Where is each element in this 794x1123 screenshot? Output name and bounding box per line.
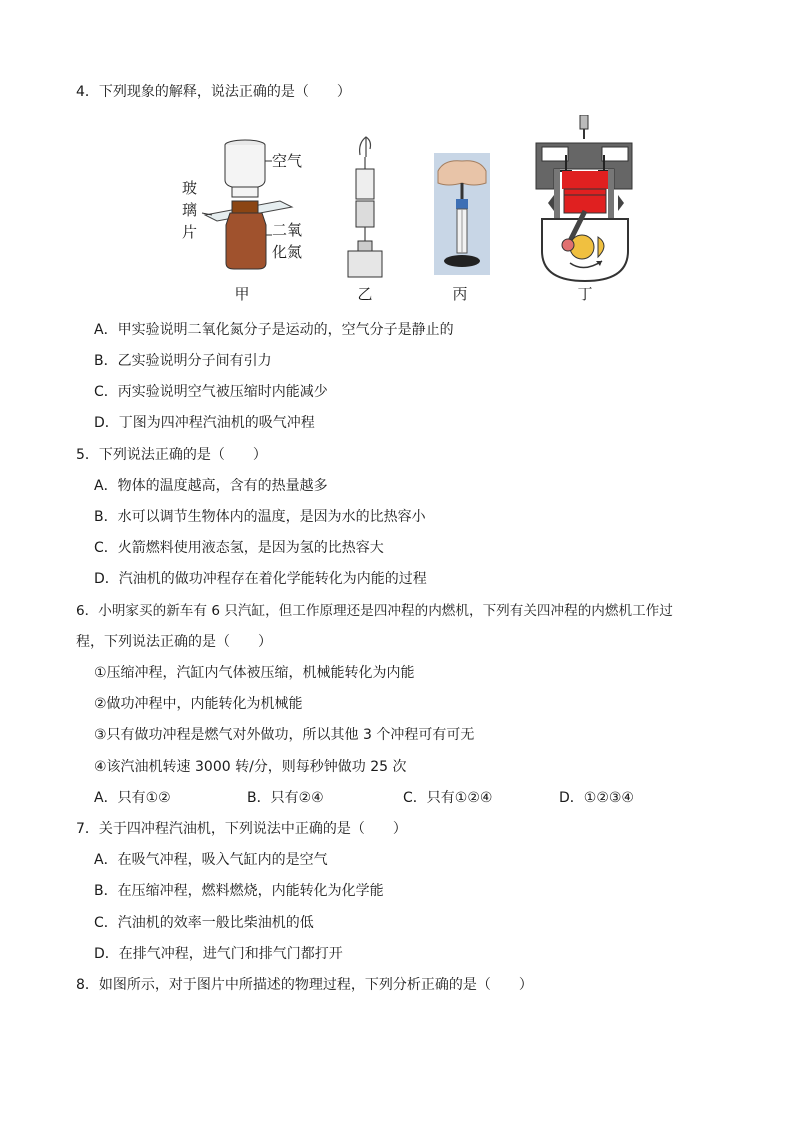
figure-yi (340, 135, 390, 280)
q6-option-c: C．只有①②④ (403, 790, 493, 806)
caption-jia: 甲 (234, 285, 250, 303)
label-no2-2: 化氮 (272, 243, 303, 261)
label-glass-1: 玻 (182, 179, 198, 197)
q6-option-d: D．①②③④ (559, 790, 634, 806)
label-air: 空气 (272, 152, 303, 170)
q7-option-a: A．在吸气冲程，吸入气缸内的是空气 (94, 852, 328, 868)
q4-option-a: A．甲实验说明二氧化氮分子是运动的，空气分子是静止的 (94, 322, 454, 338)
q8-stem: 8．如图所示，对于图片中所描述的物理过程，下列分析正确的是（ ） (76, 977, 533, 993)
q7-option-d: D．在排气冲程，进气门和排气门都打开 (94, 946, 343, 962)
q6-statement-3: ③只有做功冲程是燃气对外做功，所以其他 3 个冲程可有可无 (94, 727, 475, 743)
q6-stem-line1: 6．小明家买的新车有 6 只汽缸，但工作原理还是四冲程的内燃机，下列有关四冲程的内燃机工作过 (76, 603, 673, 619)
label-glass-3: 片 (182, 223, 198, 241)
q7-option-b: B．在压缩冲程，燃料燃烧，内能转化为化学能 (94, 883, 384, 899)
caption-ding: 丁 (577, 285, 593, 303)
figure-bing (434, 153, 490, 275)
q4-stem: 4．下列现象的解释，说法正确的是（ ） (76, 84, 351, 100)
figure-jia (180, 135, 320, 285)
q6-statement-4: ④该汽油机转速 3000 转/分，则每秒钟做功 25 次 (94, 759, 407, 775)
q6-statement-1: ①压缩冲程，汽缸内气体被压缩，机械能转化为内能 (94, 665, 415, 681)
label-glass-2: 璃 (182, 201, 198, 219)
q4-option-b: B．乙实验说明分子间有引力 (94, 353, 272, 369)
air-compression-syringe-illustration (434, 153, 490, 275)
label-no2-1: 二氧 (272, 221, 303, 239)
q6-option-a: A．只有①② (94, 790, 171, 806)
q5-stem: 5．下列说法正确的是（ ） (76, 447, 267, 463)
four-stroke-engine-illustration (532, 115, 640, 285)
figure-ding (532, 115, 640, 285)
q4-option-c: C．丙实验说明空气被压缩时内能减少 (94, 384, 328, 400)
q7-option-c: C．汽油机的效率一般比柴油机的低 (94, 915, 314, 931)
q4-option-d: D．丁图为四冲程汽油机的吸气冲程 (94, 415, 315, 431)
caption-yi: 乙 (357, 285, 373, 303)
q6-statement-2: ②做功冲程中，内能转化为机械能 (94, 696, 303, 712)
q7-stem: 7．关于四冲程汽油机，下列说法中正确的是（ ） (76, 821, 407, 837)
q6-option-b: B．只有②④ (247, 790, 324, 806)
q5-option-c: C．火箭燃料使用液态氢，是因为氢的比热容大 (94, 540, 384, 556)
caption-bing: 丙 (452, 285, 468, 303)
q6-stem-line2: 程，下列说法正确的是（ ） (76, 634, 272, 650)
q5-option-d: D．汽油机的做功冲程存在着化学能转化为内能的过程 (94, 571, 427, 587)
q5-option-b: B．水可以调节生物体内的温度，是因为水的比热容小 (94, 509, 426, 525)
q5-option-a: A．物体的温度越高，含有的热量越多 (94, 478, 328, 494)
lead-cylinders-illustration (340, 135, 390, 280)
